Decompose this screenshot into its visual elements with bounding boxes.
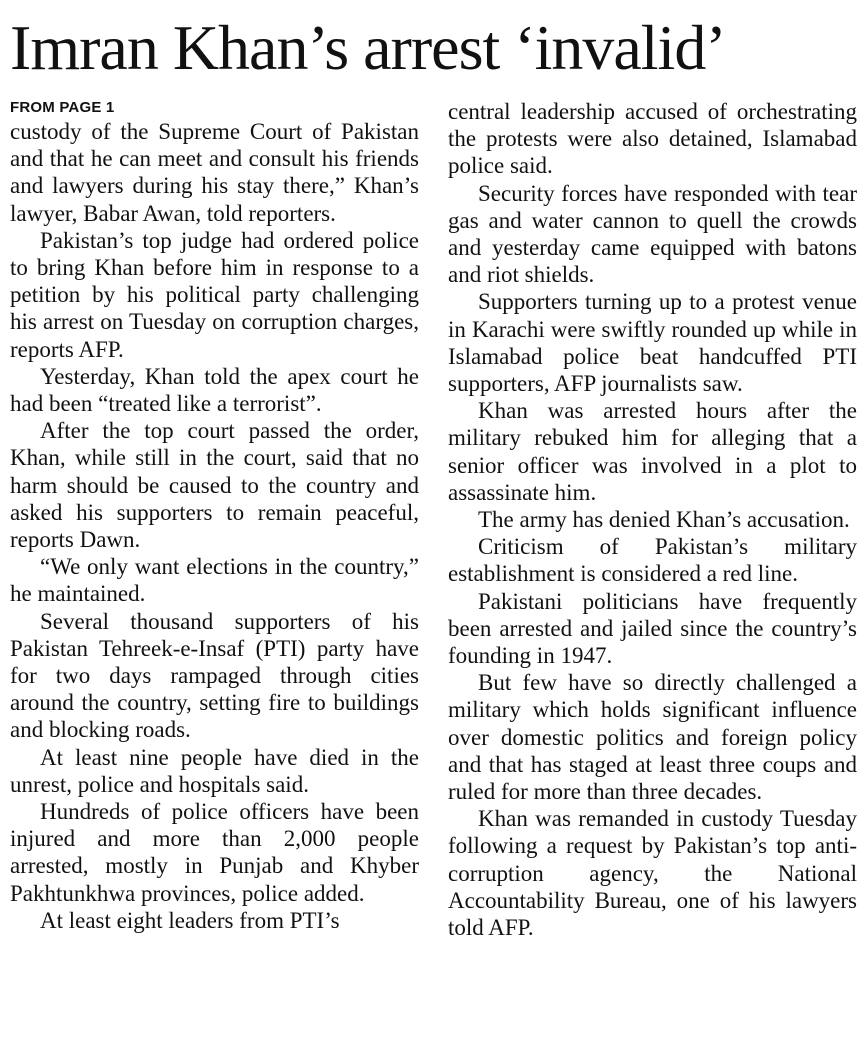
jump-label: FROM PAGE 1 bbox=[10, 99, 115, 116]
paragraph: The army has denied Khan’s accusation. bbox=[478, 507, 850, 533]
headline: Imran Khan’s arrest ‘invalid’ bbox=[10, 12, 726, 83]
paragraph: Hundreds of police officers have been injured and more than 2,000 people arrested, mostly in Punjab and Khyber Pakhtunkhwa provinces, police added. bbox=[10, 799, 419, 906]
paragraph: Khan was arrested hours after the military rebuked him for alleging that a senior officer was involved in a plot to assassinate him. bbox=[448, 398, 857, 505]
paragraph: Supporters turning up to a protest venue in Karachi were swiftly rounded up while in Islamabad police beat handcuffed PTI supporters, AFP journalists saw. bbox=[448, 289, 857, 397]
paragraph: Pakistan’s top judge had ordered police to bring Khan before him in response to a petition by his political party challenging his arrest on Tuesday on corruption charges, reports AFP. bbox=[10, 227, 419, 362]
paragraph: custody of the Supreme Court of Pakistan and that he can meet and consult his friends and lawyers during his stay there,” Khan’s lawyer, Babar Awan, told reporters. bbox=[10, 119, 419, 226]
paragraph: Yesterday, Khan told the apex court he had been “treated like a terrorist”. bbox=[10, 363, 419, 417]
paragraph: Criticism of Pakistan’s military establishment is considered a red line. bbox=[448, 534, 857, 587]
paragraph: Khan was remanded in custody Tuesday following a request by Pakistan’s top anti-corruption agency, the National Accountability Bureau, one of his lawyers told AFP. bbox=[448, 806, 857, 941]
paragraph: “We only want elections in the country,” he maintained. bbox=[10, 554, 419, 607]
paragraph: Pakistani politicians have frequently been arrested and jailed since the country’s founding in 1947. bbox=[448, 588, 857, 669]
article-column-left bbox=[10, 98, 419, 934]
paragraph: Security forces have responded with tear gas and water cannon to quell the crowds and yesterday came equipped with batons and riot shields. bbox=[448, 180, 857, 288]
paragraph: Several thousand supporters of his Pakistan Tehreek-e-Insaf (PTI) party have for two days rampaged through cities around the country, setting fire to buildings and blocking roads. bbox=[10, 608, 419, 743]
paragraph: At least eight leaders from PTI’s bbox=[40, 907, 340, 933]
paragraph: After the top court passed the order, Khan, while still in the court, said that no harm should be caused to the country and asked his supporters to remain peaceful, reports Dawn. bbox=[10, 418, 419, 553]
paragraph: But few have so directly challenged a military which holds significant influence over domestic politics and foreign policy and that has staged at least three coups and ruled for more than three decades. bbox=[448, 670, 857, 805]
article-column-right bbox=[448, 98, 857, 941]
paragraph: At least nine people have died in the unrest, police and hospitals said. bbox=[10, 744, 419, 797]
paragraph: central leadership accused of orchestrating the protests were also detained, Islamabad police said. bbox=[448, 99, 857, 179]
